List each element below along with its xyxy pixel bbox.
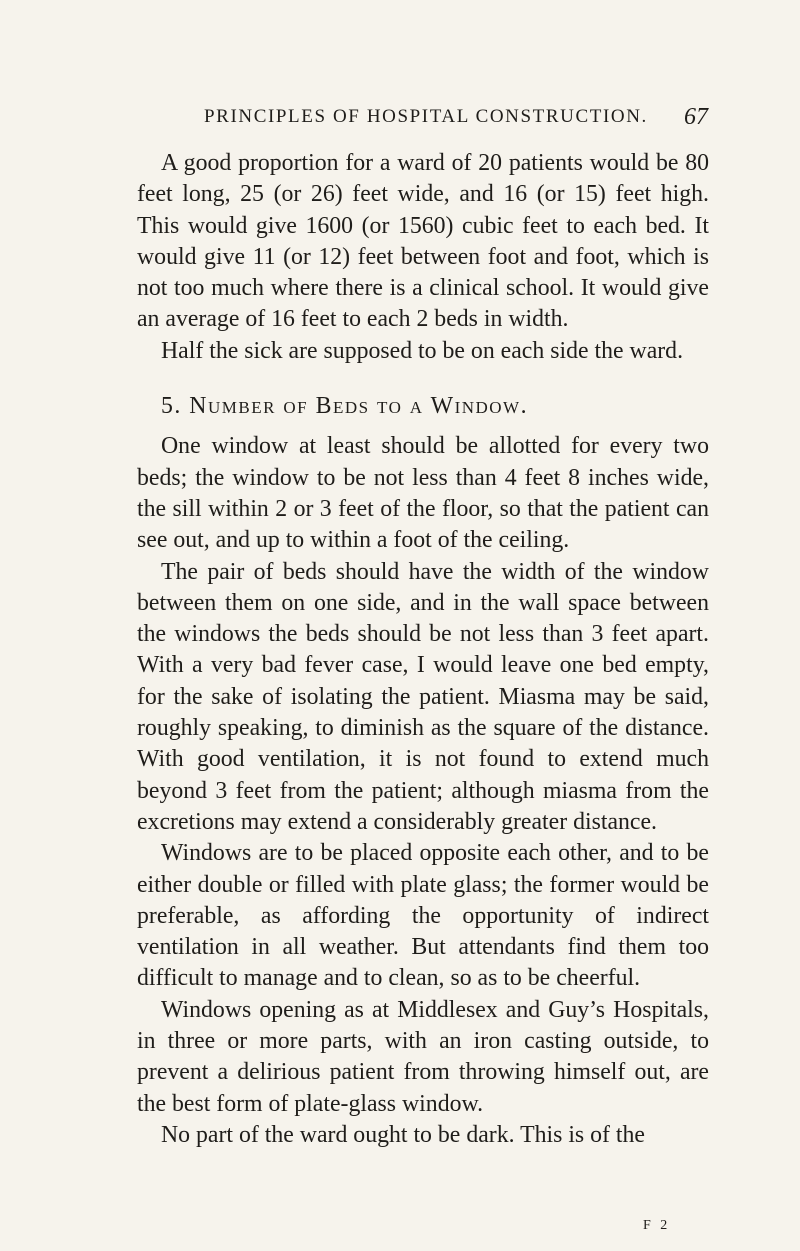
paragraph-half-the-sick: Half the sick are supposed to be on each side the ward. <box>161 337 684 364</box>
page-number: 67 <box>684 104 708 130</box>
paragraph-windows-opening: Windows opening as at Middlesex and Guy’s Hospitals, in three or more parts, with an iron casting outside, to prevent a delirious patient from throwing himself out, are the best form of plate-glass window. <box>137 996 709 1117</box>
paragraph-no-part-dark: No part of the ward ought to be dark. This is of the <box>161 1121 645 1148</box>
paragraph-ward-proportion: A good proportion for a ward of 20 patients would be 80 feet long, 25 (or 26) feet wide, and 16 (or 15) feet high. This would give 1600 (or 1560) cubic feet to each bed. It would give 11 (or 12) feet between foot and foot, which is not too much where there is a clinical school. It would give an average of 16 feet to each 2 beds in width. <box>137 150 709 333</box>
running-head <box>204 106 708 136</box>
signature-mark: F 2 <box>643 1218 671 1233</box>
paragraph-window-allotment: One window at least should be allotted for every two beds; the window to be not less than 4 feet 8 inches wide, the sill within 2 or 3 feet of the floor, so that the patient can see out, and up to within a foot of the ceiling. <box>137 433 709 554</box>
paragraph-pair-of-beds: The pair of beds should have the width of the window between them on one side, and in the wall space between the windows the beds should be not less than 3 feet apart. With a very bad fever case, I would leave one bed empty, for the sake of isolating the patient. Miasma may be said, roughly speaking, to diminish as the square of the distance. With good ventilation, it is not found to extend much beyond 3 feet from the patient; although miasma from the excretions may extend a considerably greater distance. <box>137 558 709 835</box>
running-title: PRINCIPLES OF HOSPITAL CONSTRUCTION. <box>204 106 648 127</box>
section-heading: 5. Number of Beds to a Window. <box>161 393 529 420</box>
paragraph-windows-opposite: Windows are to be placed opposite each other, and to be either double or filled with plate glass; the former would be preferable, as affording the opportunity of indirect ventilation in all weather. But attendants find them too difficult to manage and to clean, so as to be cheerful. <box>137 840 709 992</box>
body-text <box>137 148 709 1151</box>
